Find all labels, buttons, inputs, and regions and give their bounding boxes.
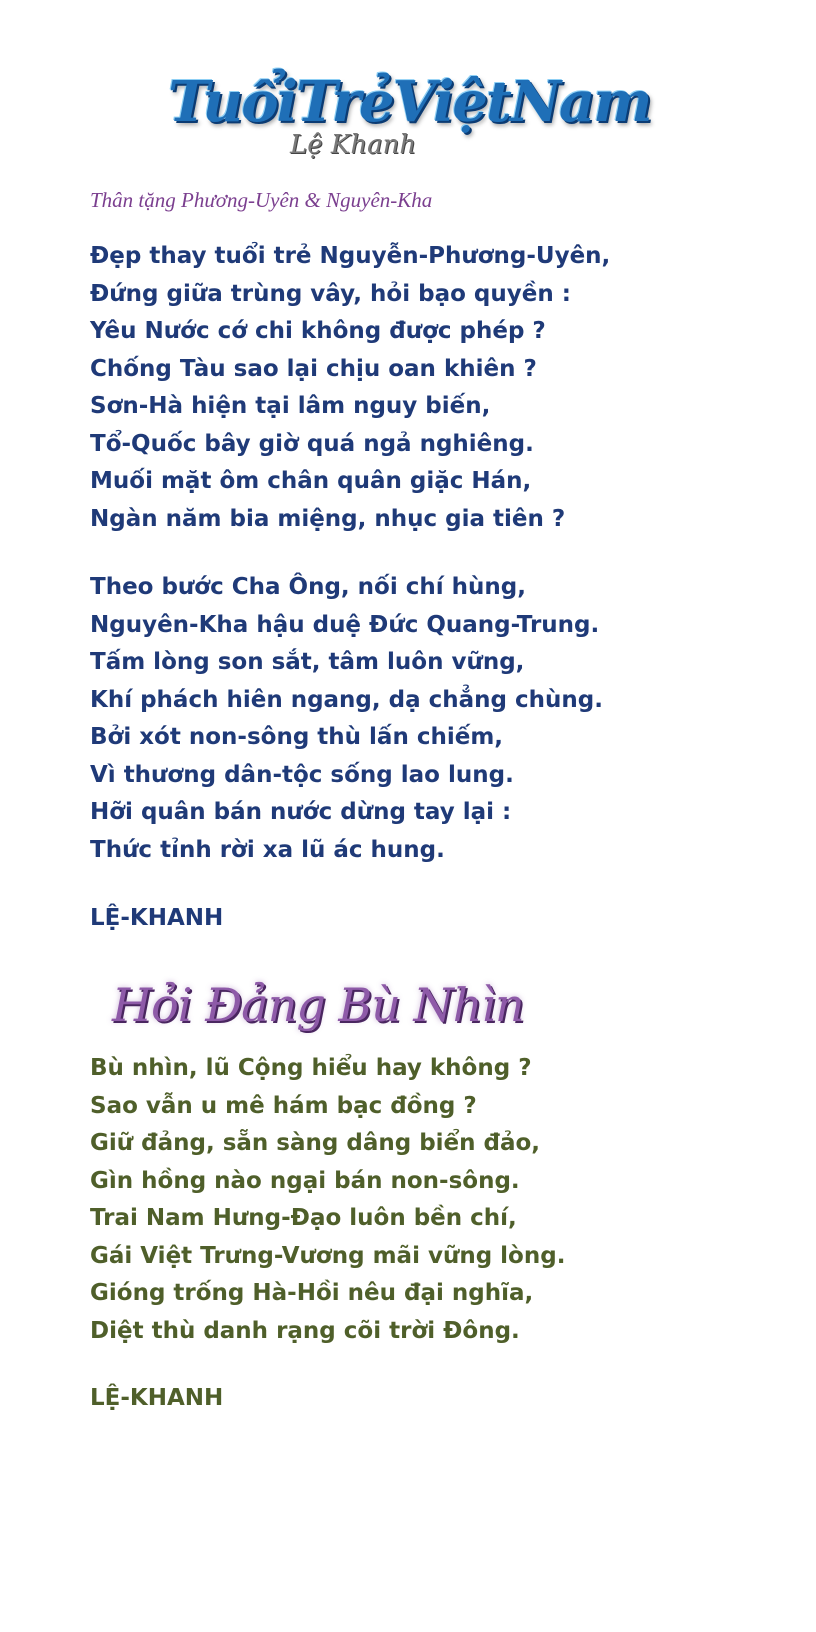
poem-line: Đứng giữa trùng vây, hỏi bạo quyền : bbox=[90, 280, 571, 307]
title-logo bbox=[168, 69, 651, 170]
poem-line: Đẹp thay tuổi trẻ Nguyễn-Phương-Uyên, bbox=[90, 243, 611, 269]
poem-line: Gióng trống Hà-Hồi nêu đại nghĩa, bbox=[90, 1280, 534, 1306]
poem-line: Sao vẫn u mê hám bạc đồng ? bbox=[90, 1092, 477, 1119]
poem-line: Nguyên-Kha hậu duệ Đức Quang-Trung. bbox=[90, 611, 600, 638]
poem-line: Muối mặt ôm chân quân giặc Hán, bbox=[90, 468, 532, 494]
poem-line: Tổ-Quốc bây giờ quá ngả nghiêng. bbox=[90, 430, 534, 457]
dedication: Thân tặng Phương-Uyên & Nguyên-Kha bbox=[90, 188, 433, 212]
poem-line: Giữ đảng, sẵn sàng dâng biển đảo, bbox=[90, 1130, 541, 1156]
poem-line: Tấm lòng son sắt, tâm luôn vững, bbox=[90, 649, 525, 675]
poem-line: Bởi xót non-sông thù lấn chiếm, bbox=[90, 724, 504, 750]
poem-line: Yêu Nước cớ chi không được phép ? bbox=[90, 318, 546, 344]
poem-line: Hỡi quân bán nước dừng tay lại : bbox=[90, 799, 512, 825]
poem2-signature: LỆ-KHANH bbox=[90, 1385, 224, 1411]
poem1-stanza1 bbox=[90, 238, 610, 538]
poem2-title: Hỏi Đảng Bù Nhìn bbox=[112, 978, 524, 1032]
poem-line: Vì thương dân-tộc sống lao lung. bbox=[90, 761, 514, 788]
poem-line: Chống Tàu sao lại chịu oan khiên ? bbox=[90, 355, 537, 382]
poem-line: Trai Nam Hưng-Đạo luôn bền chí, bbox=[90, 1205, 517, 1231]
poem1-stanza2 bbox=[90, 569, 603, 869]
logo-author: Lệ Khanh bbox=[290, 130, 417, 160]
poem-line: Theo bước Cha Ông, nối chí hùng, bbox=[90, 574, 526, 600]
poem-line: Thức tỉnh rời xa lũ ác hung. bbox=[90, 836, 445, 863]
poem-line: Sơn-Hà hiện tại lâm nguy biến, bbox=[90, 393, 491, 419]
poem-line: Gái Việt Trưng-Vương mãi vững lòng. bbox=[90, 1242, 566, 1269]
poem-line: Khí phách hiên ngang, dạ chẳng chùng. bbox=[90, 686, 603, 713]
poem1-signature: LỆ-KHANH bbox=[90, 905, 224, 931]
poem-line: Diệt thù danh rạng cõi trời Đông. bbox=[90, 1317, 520, 1344]
poem-line: Bù nhìn, lũ Cộng hiểu hay không ? bbox=[90, 1055, 532, 1081]
poem-line: Gìn hồng nào ngại bán non-sông. bbox=[90, 1167, 520, 1194]
poem2-stanza bbox=[90, 1050, 565, 1350]
poem-line: Ngàn năm bia miệng, nhục gia tiên ? bbox=[90, 505, 566, 532]
logo-title: TuổiTrẻViệtNam bbox=[168, 69, 651, 135]
